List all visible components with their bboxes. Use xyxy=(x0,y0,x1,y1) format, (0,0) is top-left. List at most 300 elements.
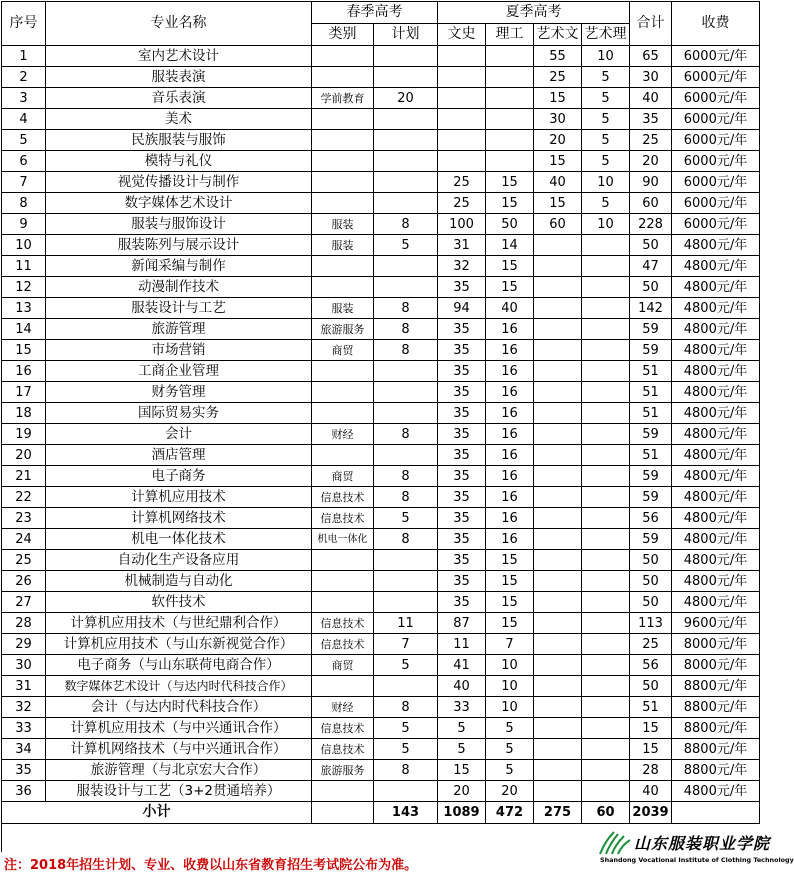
cell-summer-arts: 5 xyxy=(438,739,486,760)
cell-major-name: 酒店管理 xyxy=(46,445,312,466)
cell-art-li: 5 xyxy=(582,67,630,88)
header-spring: 春季高考 xyxy=(312,2,438,24)
cell-summer-arts: 15 xyxy=(438,760,486,781)
cell-major-name: 计算机网络技术（与中兴通讯合作） xyxy=(46,739,312,760)
cell-art-wen: 60 xyxy=(534,214,582,235)
cell-summer-science: 15 xyxy=(486,172,534,193)
cell-art-wen xyxy=(534,550,582,571)
cell-summer-science: 16 xyxy=(486,361,534,382)
cell-art-li xyxy=(582,445,630,466)
cell-fee: 6000元/年 xyxy=(672,46,760,67)
cell-major-name: 自动化生产设备应用 xyxy=(46,550,312,571)
cell-summer-arts: 32 xyxy=(438,256,486,277)
cell-total: 50 xyxy=(630,676,672,697)
cell-art-li: 10 xyxy=(582,214,630,235)
cell-summer-arts: 35 xyxy=(438,571,486,592)
cell-total: 28 xyxy=(630,760,672,781)
cell-spring-plan: 5 xyxy=(374,718,438,739)
cell-art-wen xyxy=(534,445,582,466)
table-row xyxy=(2,109,760,130)
cell-seq: 34 xyxy=(2,739,46,760)
cell-major-name: 计算机网络技术 xyxy=(46,508,312,529)
table-row xyxy=(2,508,760,529)
cell-fee: 8800元/年 xyxy=(672,739,760,760)
cell-spring-plan xyxy=(374,193,438,214)
header-major: 专业名称 xyxy=(46,2,312,46)
cell-major-name: 会计（与达内时代科技合作） xyxy=(46,697,312,718)
cell-major-name: 机电一体化技术 xyxy=(46,529,312,550)
school-logo xyxy=(598,828,794,872)
subtotal-label: 小计 xyxy=(2,802,312,824)
cell-spring-plan: 8 xyxy=(374,319,438,340)
cell-art-wen xyxy=(534,424,582,445)
cell-total: 15 xyxy=(630,718,672,739)
cell-summer-arts: 35 xyxy=(438,340,486,361)
cell-spring-category xyxy=(312,382,374,403)
cell-spring-plan: 8 xyxy=(374,760,438,781)
cell-major-name: 服装陈列与展示设计 xyxy=(46,235,312,256)
cell-fee: 6000元/年 xyxy=(672,214,760,235)
cell-total: 25 xyxy=(630,634,672,655)
cell-fee: 4800元/年 xyxy=(672,319,760,340)
table-row xyxy=(2,550,760,571)
cell-total: 142 xyxy=(630,298,672,319)
cell-major-name: 工商企业管理 xyxy=(46,361,312,382)
cell-art-li xyxy=(582,235,630,256)
cell-total: 59 xyxy=(630,424,672,445)
cell-summer-science: 15 xyxy=(486,550,534,571)
cell-fee: 4800元/年 xyxy=(672,340,760,361)
subtotal-category xyxy=(312,802,374,824)
cell-spring-plan: 8 xyxy=(374,487,438,508)
cell-fee: 6000元/年 xyxy=(672,151,760,172)
cell-spring-plan: 8 xyxy=(374,697,438,718)
cell-spring-plan: 20 xyxy=(374,88,438,109)
table-row xyxy=(2,529,760,550)
cell-fee: 4800元/年 xyxy=(672,571,760,592)
cell-art-li xyxy=(582,760,630,781)
cell-fee: 4800元/年 xyxy=(672,487,760,508)
cell-seq: 25 xyxy=(2,550,46,571)
cell-spring-category: 信息技术 xyxy=(312,634,374,655)
cell-total: 113 xyxy=(630,613,672,634)
header-summer-art-wen: 艺术文 xyxy=(534,24,582,46)
cell-art-wen xyxy=(534,718,582,739)
cell-spring-category xyxy=(312,550,374,571)
cell-art-li xyxy=(582,508,630,529)
table-row xyxy=(2,130,760,151)
cell-spring-plan xyxy=(374,361,438,382)
cell-total: 51 xyxy=(630,697,672,718)
cell-spring-plan xyxy=(374,130,438,151)
cell-fee: 4800元/年 xyxy=(672,403,760,424)
cell-seq: 12 xyxy=(2,277,46,298)
cell-summer-arts: 35 xyxy=(438,487,486,508)
cell-seq: 3 xyxy=(2,88,46,109)
cell-art-wen xyxy=(534,760,582,781)
cell-summer-science: 16 xyxy=(486,529,534,550)
cell-art-li xyxy=(582,277,630,298)
cell-fee: 4800元/年 xyxy=(672,424,760,445)
cell-art-li: 10 xyxy=(582,46,630,67)
cell-summer-arts: 35 xyxy=(438,319,486,340)
cell-seq: 5 xyxy=(2,130,46,151)
cell-summer-arts: 41 xyxy=(438,655,486,676)
table-row xyxy=(2,655,760,676)
cell-summer-science xyxy=(486,130,534,151)
header-summer-science: 理工 xyxy=(486,24,534,46)
header-summer-art-li: 艺术理 xyxy=(582,24,630,46)
cell-art-li xyxy=(582,361,630,382)
cell-seq: 29 xyxy=(2,634,46,655)
cell-art-li xyxy=(582,697,630,718)
cell-total: 51 xyxy=(630,382,672,403)
cell-art-li: 5 xyxy=(582,193,630,214)
cell-summer-arts xyxy=(438,88,486,109)
cell-major-name: 国际贸易实务 xyxy=(46,403,312,424)
cell-total: 90 xyxy=(630,172,672,193)
cell-major-name: 数字媒体艺术设计（与达内时代科技合作） xyxy=(46,676,312,697)
cell-seq: 28 xyxy=(2,613,46,634)
cell-art-wen xyxy=(534,298,582,319)
cell-spring-category: 商贸 xyxy=(312,340,374,361)
cell-fee: 8800元/年 xyxy=(672,718,760,739)
cell-major-name: 计算机应用技术 xyxy=(46,487,312,508)
cell-fee: 4800元/年 xyxy=(672,277,760,298)
cell-total: 20 xyxy=(630,151,672,172)
cell-fee: 6000元/年 xyxy=(672,88,760,109)
table-row xyxy=(2,319,760,340)
cell-spring-category xyxy=(312,571,374,592)
cell-art-li: 5 xyxy=(582,151,630,172)
cell-summer-science: 16 xyxy=(486,445,534,466)
cell-summer-arts: 94 xyxy=(438,298,486,319)
cell-total: 51 xyxy=(630,445,672,466)
cell-art-wen xyxy=(534,466,582,487)
table-row xyxy=(2,235,760,256)
cell-summer-science: 5 xyxy=(486,739,534,760)
table-row xyxy=(2,466,760,487)
cell-summer-arts: 33 xyxy=(438,697,486,718)
cell-spring-category: 旅游服务 xyxy=(312,319,374,340)
cell-seq: 35 xyxy=(2,760,46,781)
cell-summer-arts: 35 xyxy=(438,508,486,529)
cell-seq: 17 xyxy=(2,382,46,403)
cell-spring-category xyxy=(312,46,374,67)
cell-art-li xyxy=(582,781,630,802)
cell-summer-science: 15 xyxy=(486,277,534,298)
cell-summer-science: 5 xyxy=(486,718,534,739)
cell-art-wen: 20 xyxy=(534,130,582,151)
table-row xyxy=(2,571,760,592)
cell-major-name: 动漫制作技术 xyxy=(46,277,312,298)
cell-art-li xyxy=(582,466,630,487)
cell-seq: 23 xyxy=(2,508,46,529)
cell-summer-science: 10 xyxy=(486,655,534,676)
cell-seq: 9 xyxy=(2,214,46,235)
cell-major-name: 软件技术 xyxy=(46,592,312,613)
cell-fee: 6000元/年 xyxy=(672,67,760,88)
cell-total: 15 xyxy=(630,739,672,760)
cell-summer-arts: 35 xyxy=(438,529,486,550)
cell-art-wen: 55 xyxy=(534,46,582,67)
cell-summer-science xyxy=(486,109,534,130)
cell-spring-category xyxy=(312,256,374,277)
cell-fee: 8000元/年 xyxy=(672,634,760,655)
cell-art-li xyxy=(582,655,630,676)
cell-spring-category: 服装 xyxy=(312,235,374,256)
cell-spring-category: 旅游服务 xyxy=(312,760,374,781)
cell-summer-arts: 31 xyxy=(438,235,486,256)
cell-total: 50 xyxy=(630,592,672,613)
cell-total: 59 xyxy=(630,529,672,550)
cell-spring-category xyxy=(312,109,374,130)
cell-major-name: 机械制造与自动化 xyxy=(46,571,312,592)
cell-summer-science xyxy=(486,151,534,172)
cell-art-wen xyxy=(534,697,582,718)
cell-major-name: 民族服装与服饰 xyxy=(46,130,312,151)
cell-art-wen xyxy=(534,235,582,256)
cell-art-li xyxy=(582,487,630,508)
cell-major-name: 数字媒体艺术设计 xyxy=(46,193,312,214)
cell-summer-science xyxy=(486,67,534,88)
cell-spring-category xyxy=(312,361,374,382)
table-row xyxy=(2,718,760,739)
cell-summer-arts: 20 xyxy=(438,781,486,802)
cell-art-li: 10 xyxy=(582,172,630,193)
cell-spring-category: 商贸 xyxy=(312,655,374,676)
cell-fee: 6000元/年 xyxy=(672,172,760,193)
cell-spring-plan xyxy=(374,676,438,697)
cell-spring-plan: 8 xyxy=(374,340,438,361)
cell-summer-arts xyxy=(438,109,486,130)
cell-seq: 15 xyxy=(2,340,46,361)
cell-art-wen xyxy=(534,739,582,760)
cell-spring-plan: 8 xyxy=(374,529,438,550)
cell-art-li: 5 xyxy=(582,88,630,109)
cell-summer-arts: 35 xyxy=(438,361,486,382)
table-row xyxy=(2,592,760,613)
cell-art-li xyxy=(582,676,630,697)
cell-total: 59 xyxy=(630,466,672,487)
table-row xyxy=(2,382,760,403)
cell-seq: 4 xyxy=(2,109,46,130)
cell-fee: 8800元/年 xyxy=(672,676,760,697)
cell-major-name: 室内艺术设计 xyxy=(46,46,312,67)
table-row xyxy=(2,676,760,697)
cell-spring-category: 信息技术 xyxy=(312,718,374,739)
cell-major-name: 电子商务 xyxy=(46,466,312,487)
cell-seq: 20 xyxy=(2,445,46,466)
cell-summer-arts: 35 xyxy=(438,382,486,403)
cell-summer-arts: 25 xyxy=(438,172,486,193)
cell-spring-category: 信息技术 xyxy=(312,613,374,634)
cell-major-name: 市场营销 xyxy=(46,340,312,361)
cell-spring-category: 信息技术 xyxy=(312,487,374,508)
cell-art-wen xyxy=(534,781,582,802)
cell-summer-science: 14 xyxy=(486,235,534,256)
cell-seq: 22 xyxy=(2,487,46,508)
cell-seq: 8 xyxy=(2,193,46,214)
cell-spring-category: 商贸 xyxy=(312,466,374,487)
cell-spring-plan: 5 xyxy=(374,655,438,676)
cell-art-li xyxy=(582,424,630,445)
cell-art-li xyxy=(582,340,630,361)
cell-spring-plan xyxy=(374,277,438,298)
cell-seq: 2 xyxy=(2,67,46,88)
cell-seq: 10 xyxy=(2,235,46,256)
cell-art-wen xyxy=(534,361,582,382)
cell-spring-category xyxy=(312,193,374,214)
cell-summer-science: 15 xyxy=(486,613,534,634)
cell-spring-category: 机电一体化 xyxy=(312,529,374,550)
header-total: 合计 xyxy=(630,2,672,46)
cell-spring-category: 学前教育 xyxy=(312,88,374,109)
header-summer-arts: 文史 xyxy=(438,24,486,46)
cell-total: 51 xyxy=(630,403,672,424)
cell-seq: 27 xyxy=(2,592,46,613)
cell-seq: 6 xyxy=(2,151,46,172)
cell-spring-plan: 11 xyxy=(374,613,438,634)
cell-summer-arts xyxy=(438,151,486,172)
header-spring-plan: 计划 xyxy=(374,24,438,46)
cell-fee: 4800元/年 xyxy=(672,550,760,571)
cell-spring-plan xyxy=(374,67,438,88)
cell-seq: 32 xyxy=(2,697,46,718)
cell-total: 59 xyxy=(630,340,672,361)
cell-fee: 6000元/年 xyxy=(672,193,760,214)
cell-major-name: 服装与服饰设计 xyxy=(46,214,312,235)
table-row xyxy=(2,172,760,193)
cell-summer-science: 10 xyxy=(486,676,534,697)
footnote: 注：2018年招生计划、专业、收费以山东省教育招生考试院公布为准。 xyxy=(4,858,418,873)
cell-spring-plan xyxy=(374,109,438,130)
cell-summer-science: 15 xyxy=(486,571,534,592)
cell-summer-science: 15 xyxy=(486,592,534,613)
cell-art-li: 5 xyxy=(582,130,630,151)
cell-fee: 4800元/年 xyxy=(672,361,760,382)
table-row xyxy=(2,298,760,319)
cell-summer-arts: 11 xyxy=(438,634,486,655)
cell-spring-plan: 7 xyxy=(374,634,438,655)
cell-art-wen: 15 xyxy=(534,88,582,109)
cell-art-li xyxy=(582,382,630,403)
cell-art-li xyxy=(582,550,630,571)
cell-fee: 4800元/年 xyxy=(672,508,760,529)
cell-spring-category xyxy=(312,781,374,802)
cell-major-name: 旅游管理（与北京宏大合作） xyxy=(46,760,312,781)
cell-major-name: 电子商务（与山东联荷电商合作） xyxy=(46,655,312,676)
header-fee: 收费 xyxy=(672,2,760,46)
cell-art-wen xyxy=(534,529,582,550)
cell-spring-plan: 8 xyxy=(374,214,438,235)
cell-seq: 1 xyxy=(2,46,46,67)
cell-total: 59 xyxy=(630,319,672,340)
cell-spring-plan: 5 xyxy=(374,739,438,760)
subtotal-row xyxy=(2,802,760,824)
cell-spring-plan xyxy=(374,46,438,67)
cell-total: 60 xyxy=(630,193,672,214)
cell-art-wen xyxy=(534,655,582,676)
cell-art-li xyxy=(582,529,630,550)
cell-summer-arts: 35 xyxy=(438,424,486,445)
cell-art-wen xyxy=(534,382,582,403)
cell-art-li xyxy=(582,634,630,655)
cell-fee: 4800元/年 xyxy=(672,529,760,550)
cell-spring-category: 服装 xyxy=(312,214,374,235)
cell-fee: 6000元/年 xyxy=(672,109,760,130)
cell-summer-science: 16 xyxy=(486,424,534,445)
cell-spring-plan xyxy=(374,256,438,277)
enrollment-table xyxy=(1,1,760,824)
cell-summer-science: 40 xyxy=(486,298,534,319)
cell-summer-science: 16 xyxy=(486,403,534,424)
cell-summer-arts: 87 xyxy=(438,613,486,634)
cell-spring-plan: 8 xyxy=(374,466,438,487)
cell-summer-arts: 35 xyxy=(438,403,486,424)
cell-seq: 30 xyxy=(2,655,46,676)
cell-major-name: 视觉传播设计与制作 xyxy=(46,172,312,193)
cell-summer-science: 16 xyxy=(486,319,534,340)
table-row xyxy=(2,151,760,172)
cell-spring-plan xyxy=(374,571,438,592)
cell-fee: 4800元/年 xyxy=(672,781,760,802)
cell-total: 40 xyxy=(630,88,672,109)
cell-art-wen: 15 xyxy=(534,193,582,214)
cell-summer-arts: 35 xyxy=(438,466,486,487)
cell-art-wen: 25 xyxy=(534,67,582,88)
cell-major-name: 计算机应用技术（与山东新视觉合作） xyxy=(46,634,312,655)
subtotal-wen: 1089 xyxy=(438,802,486,824)
cell-major-name: 服装设计与工艺（3+2贯通培养） xyxy=(46,781,312,802)
cell-total: 25 xyxy=(630,130,672,151)
cell-summer-arts: 100 xyxy=(438,214,486,235)
cell-fee: 8000元/年 xyxy=(672,655,760,676)
cell-art-li xyxy=(582,592,630,613)
cell-seq: 14 xyxy=(2,319,46,340)
cell-fee: 4800元/年 xyxy=(672,298,760,319)
cell-art-li xyxy=(582,613,630,634)
cell-spring-plan xyxy=(374,445,438,466)
cell-spring-plan xyxy=(374,382,438,403)
cell-total: 50 xyxy=(630,277,672,298)
cell-spring-category: 服装 xyxy=(312,298,374,319)
cell-spring-category xyxy=(312,172,374,193)
cell-summer-arts xyxy=(438,67,486,88)
cell-art-li xyxy=(582,256,630,277)
cell-summer-science: 50 xyxy=(486,214,534,235)
cell-spring-plan xyxy=(374,592,438,613)
cell-summer-science: 16 xyxy=(486,487,534,508)
cell-summer-arts: 5 xyxy=(438,718,486,739)
cell-major-name: 财务管理 xyxy=(46,382,312,403)
cell-summer-science: 16 xyxy=(486,340,534,361)
cell-major-name: 服装表演 xyxy=(46,67,312,88)
cell-major-name: 计算机应用技术（与世纪鼎利合作） xyxy=(46,613,312,634)
cell-total: 56 xyxy=(630,508,672,529)
cell-art-wen: 15 xyxy=(534,151,582,172)
cell-spring-plan: 8 xyxy=(374,298,438,319)
cell-art-wen xyxy=(534,634,582,655)
cell-summer-science xyxy=(486,46,534,67)
cell-fee: 9600元/年 xyxy=(672,613,760,634)
cell-spring-category xyxy=(312,592,374,613)
table-row xyxy=(2,424,760,445)
cell-art-wen xyxy=(534,487,582,508)
cell-spring-category xyxy=(312,676,374,697)
cell-spring-plan xyxy=(374,151,438,172)
cell-summer-science: 16 xyxy=(486,382,534,403)
